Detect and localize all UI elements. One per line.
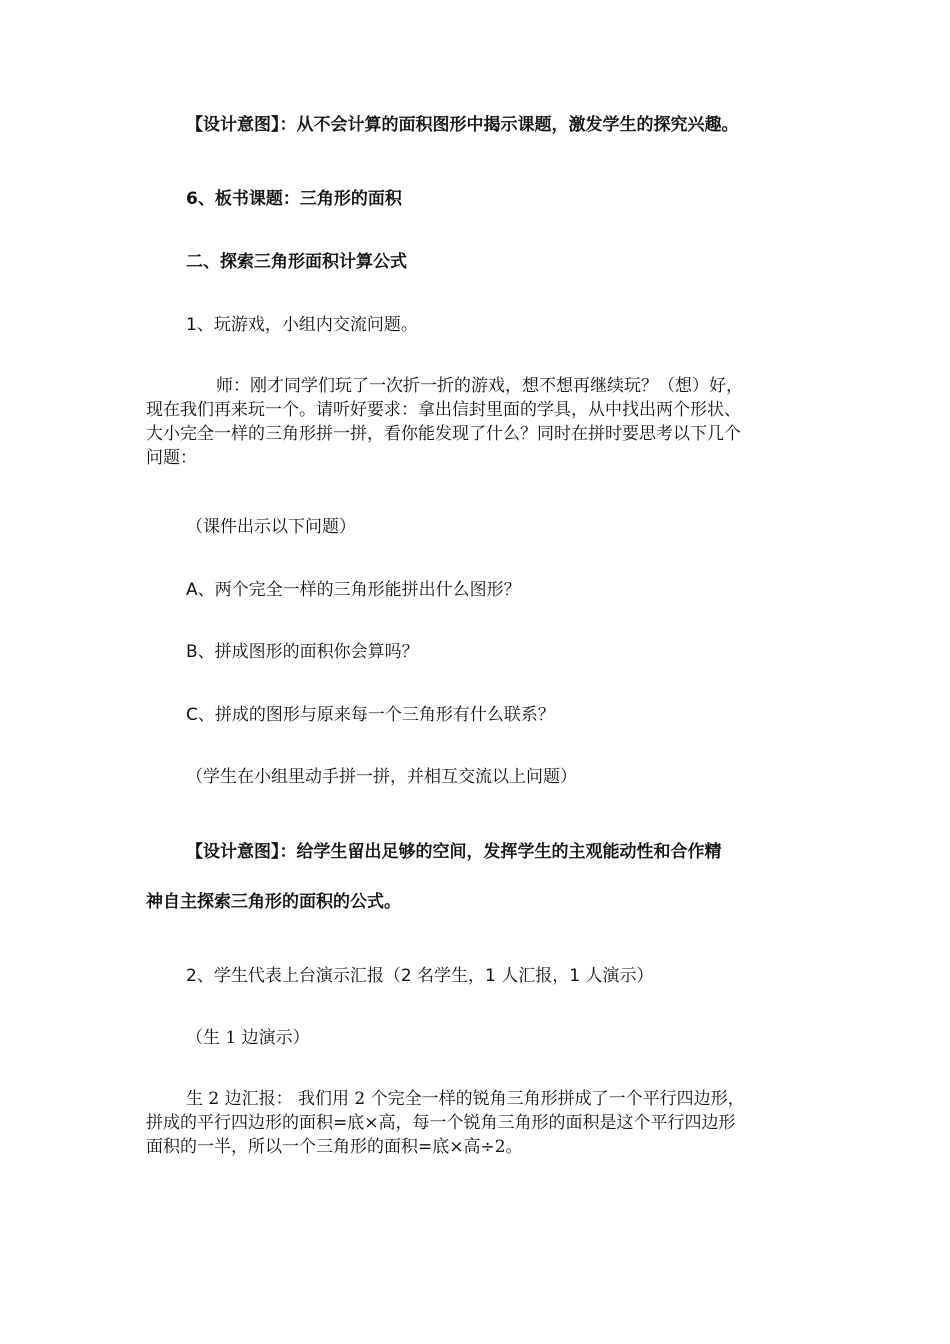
question-c: C、拼成的图形与原来每一个三角形有什么联系？ bbox=[186, 705, 555, 725]
section-2-heading: 二、探索三角形面积计算公式 bbox=[186, 252, 407, 272]
teacher-paragraph bbox=[146, 374, 806, 470]
students-group-note: （学生在小组里动手拼一拼，并相互交流以上问题） bbox=[186, 767, 577, 787]
question-a: A、两个完全一样的三角形能拼出什么图形？ bbox=[186, 580, 521, 600]
report-step: 2、学生代表上台演示汇报（2 名学生，1 人汇报，1 人演示） bbox=[186, 966, 654, 986]
teacher-line-1: 师：刚才同学们玩了一次折一折的游戏，想不想再继续玩？（想）好， bbox=[216, 376, 743, 396]
teacher-line-4: 问题： bbox=[146, 448, 197, 468]
teacher-line-2: 现在我们再来玩一个。请听好要求：拿出信封里面的学具，从中找出两个形状、 bbox=[146, 400, 741, 420]
step-6-title: 6、板书课题：三角形的面积 bbox=[186, 189, 402, 209]
design-intent-1: 【设计意图】：从不会计算的面积图形中揭示课题，激发学生的探究兴趣。 bbox=[186, 115, 739, 135]
teacher-line-3: 大小完全一样的三角形拼一拼，看你能发现了什么？同时在拼时要思考以下几个 bbox=[146, 424, 741, 444]
courseware-note: （课件出示以下问题） bbox=[186, 517, 356, 537]
demo-note: （生 1 边演示） bbox=[186, 1028, 310, 1048]
student-report-line-3: 面积的一半，所以一个三角形的面积=底×高÷2。 bbox=[146, 1137, 523, 1157]
game-step: 1、玩游戏，小组内交流问题。 bbox=[186, 315, 418, 335]
design-intent-2-line-1: 【设计意图】：给学生留出足够的空间，发挥学生的主观能动性和合作精 bbox=[186, 842, 722, 862]
question-b: B、拼成图形的面积你会算吗？ bbox=[186, 642, 419, 662]
design-intent-2-line-2: 神自主探索三角形的面积的公式。 bbox=[146, 892, 401, 912]
student-report-line-2: 拼成的平行四边形的面积=底×高，每一个锐角三角形的面积是这个平行四边形 bbox=[146, 1113, 736, 1133]
student-report-line-1: 生 2 边汇报： 我们用 2 个完全一样的锐角三角形拼成了一个平行四边形， bbox=[186, 1089, 745, 1109]
student-report-paragraph bbox=[146, 1087, 806, 1159]
